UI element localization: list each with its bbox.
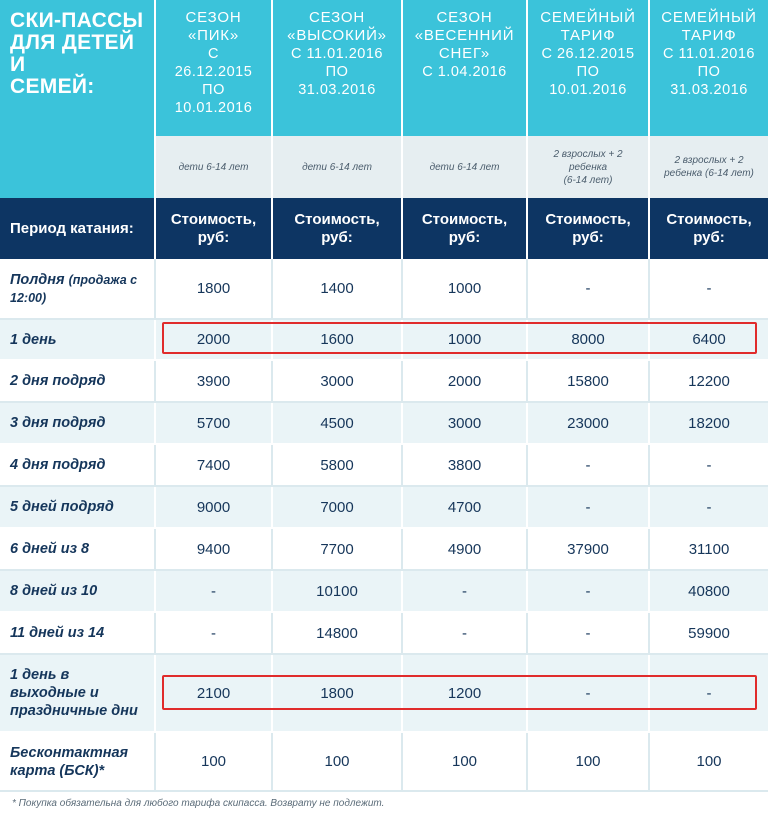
price-cell: 100: [402, 732, 527, 791]
season-header-high: [272, 0, 402, 136]
row-label: 1 день в выходные и праздничные дни: [0, 654, 155, 732]
price-cell: 15800: [527, 360, 649, 402]
price-header-line: Стоимость,: [294, 210, 380, 228]
row-label-note: (продажа с 12:00): [10, 272, 138, 305]
audience-note-line: ребенка (6-14 лет): [664, 168, 754, 179]
season-title-line: СЕМЕЙНЫЙ: [661, 9, 757, 26]
price-cell: -: [402, 570, 527, 612]
price-cell: -: [527, 444, 649, 486]
audience-note-line: 2 взрослых + 2: [674, 155, 744, 166]
season-dates-line: ПО: [325, 64, 349, 80]
price-cell: 31100: [649, 528, 768, 570]
table-row: [0, 732, 768, 791]
price-cell: 2000: [402, 360, 527, 402]
table-row: [0, 486, 768, 528]
season-dates-line: ПО: [202, 82, 225, 98]
table-row: [0, 402, 768, 444]
price-cell: 100: [155, 732, 272, 791]
audience-note-line: 2 взрослых + 2: [553, 148, 623, 160]
price-cell: 18200: [649, 402, 768, 444]
season-dates-line: 10.01.2016: [174, 100, 253, 116]
price-cell: -: [527, 654, 649, 732]
price-cell: -: [155, 570, 272, 612]
table-title: [0, 0, 155, 136]
season-title-line: СНЕГ»: [438, 45, 491, 62]
price-cell: 1600: [272, 319, 402, 360]
season-title-line: СЕЗОН: [436, 9, 493, 26]
price-cell: 7400: [155, 444, 272, 486]
price-cell: -: [649, 486, 768, 528]
season-title-line: СЕЗОН: [185, 9, 242, 26]
season-dates-line: 31.03.2016: [298, 82, 376, 98]
price-cell: 59900: [649, 612, 768, 654]
row-label: 11 дней из 14: [0, 612, 155, 654]
table-row: [0, 570, 768, 612]
season-header-family-2: [649, 0, 768, 136]
price-cell: -: [649, 259, 768, 319]
price-cell: 1000: [402, 259, 527, 319]
audience-note: дети 6-14 лет: [402, 136, 527, 198]
season-title-line: СЕЗОН: [309, 9, 365, 26]
price-cell: 40800: [649, 570, 768, 612]
season-dates-line: 26.12.2015: [174, 64, 253, 80]
season-dates-line: 31.03.2016: [670, 82, 748, 98]
season-dates-line: С 11.01.2016: [663, 46, 755, 62]
audience-note: дети 6-14 лет: [155, 136, 272, 198]
price-cell: 1200: [402, 654, 527, 732]
season-dates-line: ПО: [697, 64, 721, 80]
season-header-family-1: [527, 0, 649, 136]
price-header-line: Стоимость,: [666, 210, 752, 228]
corner-fill: [0, 136, 155, 198]
audience-note-line: ребенка: [568, 161, 608, 173]
price-header-line: руб:: [572, 228, 604, 246]
season-title-line: СЕМЕЙНЫЙ: [540, 9, 636, 26]
price-cell: 9400: [155, 528, 272, 570]
season-title-line: «ПИК»: [188, 27, 239, 44]
audience-note: [527, 136, 649, 198]
season-dates-line: С 26.12.2015: [541, 46, 635, 62]
table-row: [0, 259, 768, 319]
price-cell: 1000: [402, 319, 527, 360]
season-header-row: [0, 0, 768, 136]
price-cell: -: [155, 612, 272, 654]
price-cell: -: [649, 654, 768, 732]
row-label: 5 дней подряд: [0, 486, 155, 528]
price-cell: -: [527, 612, 649, 654]
price-cell: 14800: [272, 612, 402, 654]
price-cell: -: [649, 444, 768, 486]
price-cell: 2000: [155, 319, 272, 360]
price-header-line: Стоимость,: [545, 210, 631, 228]
price-column-header: [155, 198, 272, 259]
row-label: Бесконтактная карта (БСК)*: [0, 732, 155, 791]
price-cell: 3000: [272, 360, 402, 402]
price-cell: 3000: [402, 402, 527, 444]
row-label: 1 день: [0, 319, 155, 360]
price-header-line: руб:: [448, 228, 481, 246]
table-row: [0, 360, 768, 402]
price-cell: 7700: [272, 528, 402, 570]
price-column-header: [649, 198, 768, 259]
price-cell: 1400: [272, 259, 402, 319]
price-cell: 9000: [155, 486, 272, 528]
season-dates-line: С 1.04.2016: [422, 64, 507, 80]
season-title-line: ТАРИФ: [681, 27, 737, 44]
season-dates-line: ПО: [576, 64, 600, 80]
season-dates-line: С: [208, 46, 219, 62]
table-title-line: СКИ-ПАССЫ: [10, 9, 144, 32]
column-header-row: [0, 198, 768, 259]
row-label: 4 дня подряд: [0, 444, 155, 486]
price-header-line: руб:: [693, 228, 725, 246]
price-column-header: [527, 198, 649, 259]
row-label: [0, 259, 155, 319]
price-cell: -: [402, 612, 527, 654]
row-label: 8 дней из 10: [0, 570, 155, 612]
price-cell: 100: [527, 732, 649, 791]
highlight-box-weekend: [162, 675, 757, 710]
price-cell: 5700: [155, 402, 272, 444]
price-cell: 3800: [402, 444, 527, 486]
table-title-line: ДЛЯ ДЕТЕЙ И: [10, 31, 135, 76]
highlight-box-one-day: [162, 322, 757, 354]
price-header-line: руб:: [197, 228, 230, 246]
price-cell: -: [527, 570, 649, 612]
price-cell: 7000: [272, 486, 402, 528]
price-cell: 4900: [402, 528, 527, 570]
price-cell: 1800: [272, 654, 402, 732]
audience-note-line: (6-14 лет): [563, 174, 613, 186]
row-label: 2 дня подряд: [0, 360, 155, 402]
price-cell: 8000: [527, 319, 649, 360]
price-header-line: руб:: [321, 228, 353, 246]
row-label: 3 дня подряд: [0, 402, 155, 444]
price-cell: 100: [272, 732, 402, 791]
price-cell: 3900: [155, 360, 272, 402]
audience-note-row: [0, 136, 768, 198]
season-title-line: ТАРИФ: [560, 27, 616, 44]
period-column-header: Период катания:: [0, 198, 155, 259]
row-label-main: Полдня: [10, 271, 65, 288]
price-cell: 100: [649, 732, 768, 791]
price-header-line: Стоимость,: [421, 210, 508, 228]
season-header-peak: [155, 0, 272, 136]
price-cell: 2100: [155, 654, 272, 732]
price-cell: 4700: [402, 486, 527, 528]
season-dates-line: С 11.01.2016: [291, 46, 383, 62]
footnote: * Покупка обязательна для любого тарифа скипасса. Возврату не подлежит.: [12, 798, 385, 809]
season-title-line: «ВЫСОКИЙ»: [287, 27, 387, 44]
price-cell: 12200: [649, 360, 768, 402]
row-label: 6 дней из 8: [0, 528, 155, 570]
table-title-line: СЕМЕЙ:: [10, 75, 95, 98]
price-cell: 23000: [527, 402, 649, 444]
price-cell: 5800: [272, 444, 402, 486]
audience-note: дети 6-14 лет: [272, 136, 402, 198]
season-dates-line: 10.01.2016: [549, 82, 627, 98]
price-header-line: Стоимость,: [170, 210, 257, 228]
price-cell: 1800: [155, 259, 272, 319]
price-cell: 6400: [649, 319, 768, 360]
table-row: [0, 528, 768, 570]
price-cell: -: [527, 259, 649, 319]
price-column-header: [272, 198, 402, 259]
price-cell: 10100: [272, 570, 402, 612]
audience-note: [649, 136, 768, 198]
season-header-spring: [402, 0, 527, 136]
table-row: [0, 612, 768, 654]
price-cell: -: [527, 486, 649, 528]
price-cell: 4500: [272, 402, 402, 444]
season-title-line: «ВЕСЕННИЙ: [414, 27, 515, 44]
price-column-header: [402, 198, 527, 259]
price-cell: 37900: [527, 528, 649, 570]
table-row: [0, 444, 768, 486]
